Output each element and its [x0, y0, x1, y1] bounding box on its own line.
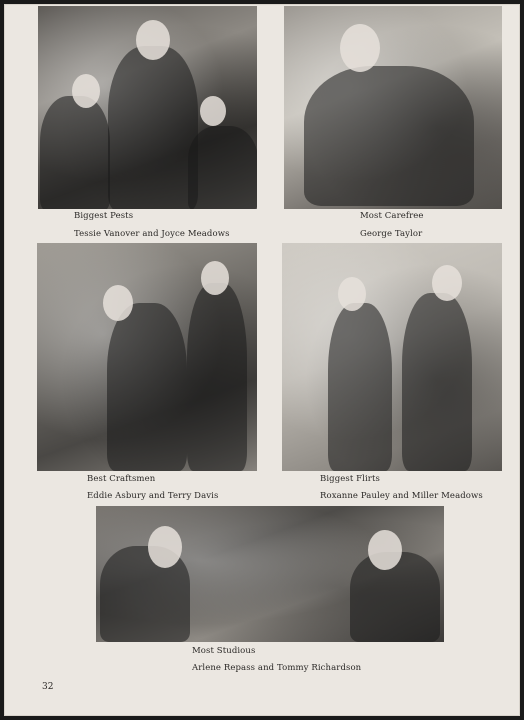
caption-names-best-craftsmen: Eddie Asbury and Terry Davis — [87, 491, 219, 501]
caption-names-most-studious: Arlene Repass and Tommy Richardson — [192, 663, 362, 673]
page-number: 32 — [42, 682, 54, 692]
caption-names-biggest-pests: Tessie Vanover and Joyce Meadows — [74, 229, 230, 239]
photo-biggest-flirts — [282, 243, 502, 471]
caption-names-most-carefree: George Taylor — [360, 229, 423, 239]
caption-title-most-studious: Most Studious — [192, 646, 256, 656]
photo-biggest-pests — [38, 6, 257, 209]
caption-names-biggest-flirts: Roxanne Pauley and Miller Meadows — [320, 491, 483, 501]
caption-title-biggest-pests: Biggest Pests — [74, 211, 134, 221]
caption-title-best-craftsmen: Best Craftsmen — [87, 474, 156, 484]
caption-title-most-carefree: Most Carefree — [360, 211, 424, 221]
caption-title-biggest-flirts: Biggest Flirts — [320, 474, 380, 484]
photo-best-craftsmen — [37, 243, 257, 471]
yearbook-page — [4, 4, 520, 716]
photo-most-carefree — [284, 6, 502, 209]
photo-most-studious — [96, 506, 444, 642]
